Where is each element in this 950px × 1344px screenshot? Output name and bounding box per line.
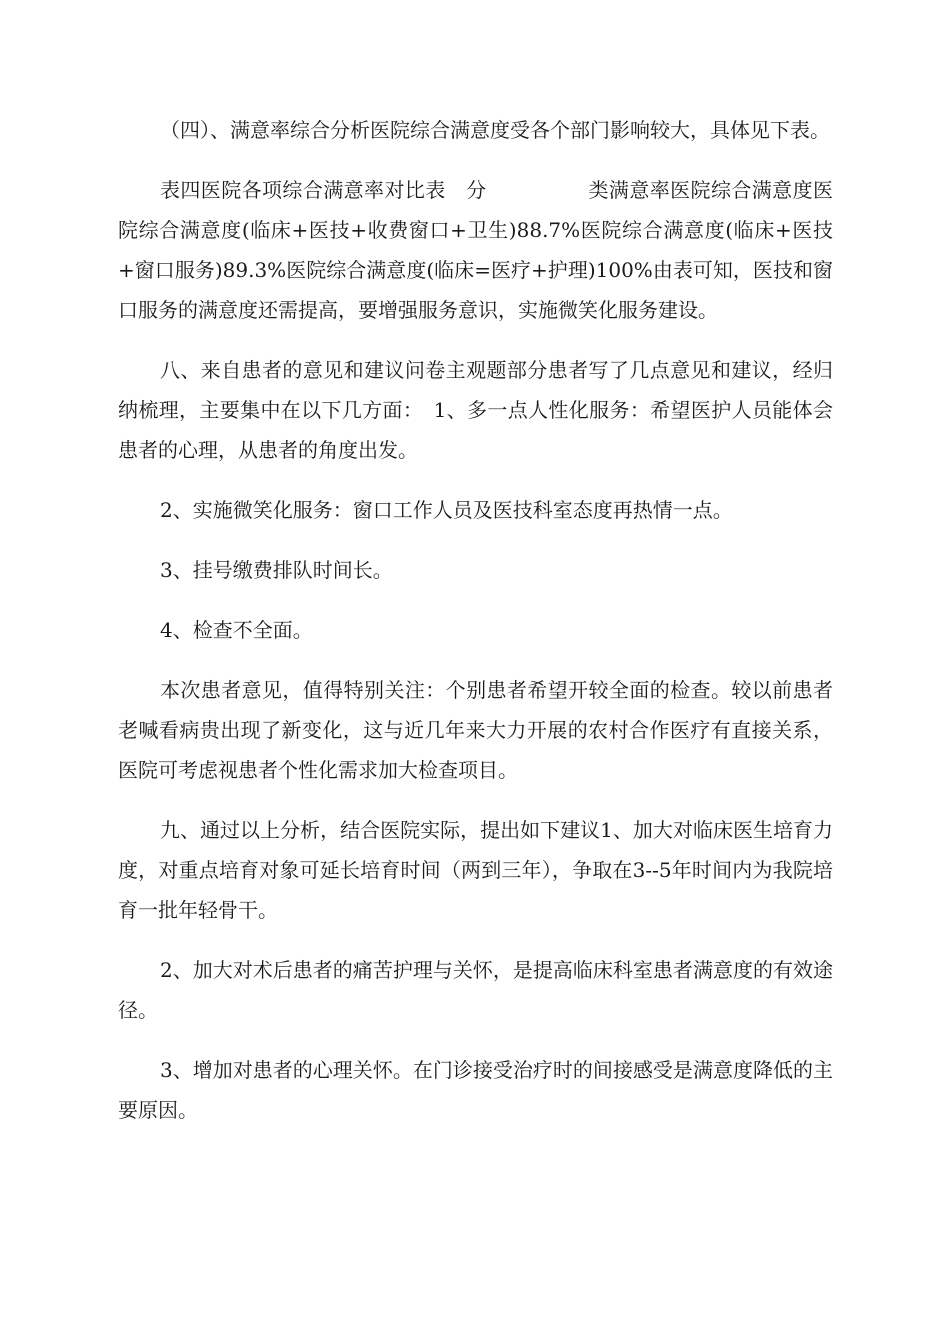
paragraph-recommendations: 九、通过以上分析，结合医院实际，提出如下建议1、加大对临床医生培育力度，对重点培育对象可延长培育时间（两到三年），争取在3--5年时间内为我院培育一批年轻骨干。 <box>118 818 833 922</box>
paragraph-table-four: 表四医院各项综合满意率对比表 分 类满意率医院综合满意度医院综合满意度(临床+医技+收费窗口+卫生)88.7%医院综合满意度(临床+医技+窗口服务)89.3%医院综合满意度(临床=医疗+护理)100%由表可知，医技和窗口服务的满意度还需提高，要增强服务意识，实施微笑化服务建设。 <box>118 178 833 322</box>
paragraph-recommendation-3: 3、增加对患者的心理关怀。在门诊接受治疗时的间接感受是满意度降低的主要原因。 <box>118 1058 833 1122</box>
document-body <box>118 110 833 1150</box>
paragraph-feedback-item-4: 4、检查不全面。 <box>160 618 313 642</box>
paragraph-feedback-item-3: 3、挂号缴费排队时间长。 <box>160 558 393 582</box>
paragraph-feedback-item-2: 2、实施微笑化服务：窗口工作人员及医技科室态度再热情一点。 <box>160 498 733 522</box>
paragraph-patient-feedback: 八、来自患者的意见和建议问卷主观题部分患者写了几点意见和建议，经归纳梳理，主要集中在以下几方面： 1、多一点人性化服务：希望医护人员能体会患者的心理，从患者的角度出发。 <box>118 358 833 462</box>
paragraph-satisfaction-analysis: （四）、满意率综合分析医院综合满意度受各个部门影响较大，具体见下表。 <box>160 118 830 142</box>
paragraph-recommendation-2: 2、加大对术后患者的痛苦护理与关怀，是提高临床科室患者满意度的有效途径。 <box>118 958 833 1022</box>
paragraph-special-attention: 本次患者意见，值得特别关注：个别患者希望开较全面的检查。较以前患者老喊看病贵出现了新变化，这与近几年来大力开展的农村合作医疗有直接关系，医院可考虑视患者个性化需求加大检查项目。 <box>118 678 833 782</box>
